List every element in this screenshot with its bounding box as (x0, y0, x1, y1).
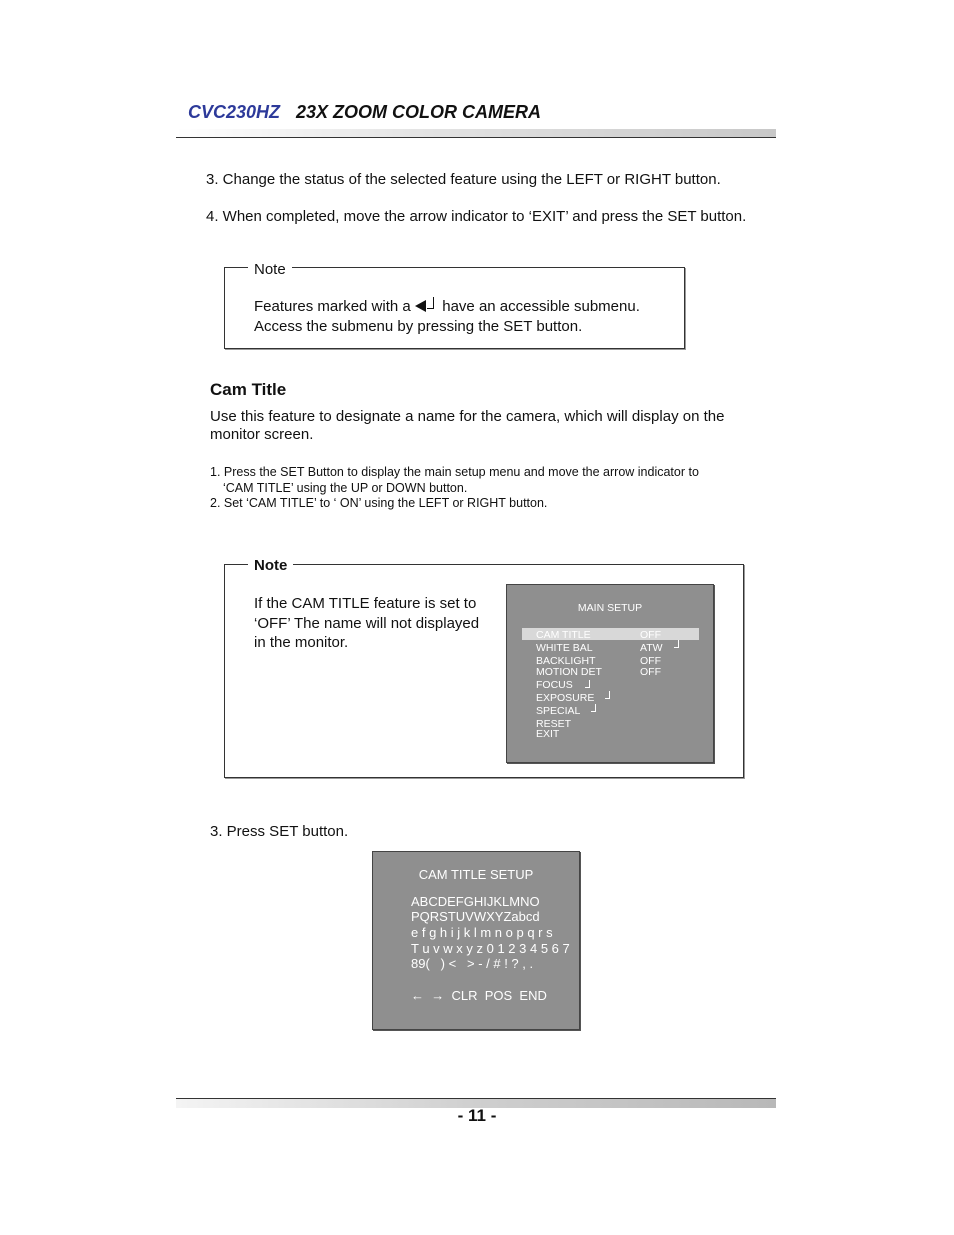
clr-control: CLR (451, 988, 478, 1003)
char-row-3: e f g h i j k l m n o p q r s (411, 925, 553, 940)
menu-item-special: SPECIAL (536, 705, 581, 717)
submenu-return-icon (674, 640, 679, 648)
section-heading-cam-title: Cam Title (210, 380, 287, 399)
cam-title-setup-title: CAM TITLE SETUP (418, 867, 534, 882)
menu-item-motion-det: MOTION DET (536, 666, 602, 678)
cam-title-desc-line2: monitor screen. (210, 426, 314, 443)
end-control: END (519, 988, 547, 1003)
note2-text (254, 594, 479, 653)
cam-title-step2: 2. Set ‘CAM TITLE’ to ‘ ON’ using the LEFT or RIGHT button. (210, 496, 548, 510)
menu-item-exposure: EXPOSURE (536, 692, 595, 704)
note2-label: Note (248, 557, 293, 575)
menu-item-cam-title: CAM TITLE (536, 629, 591, 641)
header-rule (176, 137, 776, 138)
cam-title-setup-osd (372, 851, 580, 1030)
note1-line1-post: have an accessible submenu. (442, 298, 640, 315)
step-3-text: 3. Change the status of the selected feature using the LEFT or RIGHT button. (206, 171, 721, 188)
note1-line1-pre: Features marked with a (254, 298, 411, 315)
menu-value-backlight: OFF (640, 655, 661, 667)
note-label: Note (248, 261, 292, 279)
page-number: - 11 - (457, 1106, 497, 1125)
header-model: CVC230HZ (188, 102, 281, 122)
submenu-return-icon (605, 691, 610, 699)
return-icon (427, 297, 434, 309)
menu-item-reset: RESET (536, 718, 572, 730)
left-arrow-icon: ← (411, 988, 424, 1003)
left-arrow-icon (415, 300, 426, 312)
char-row-2: PQRSTUVWXYZabcd (411, 909, 540, 924)
menu-value-motion-det: OFF (640, 666, 661, 678)
note2-line3: in the monitor. (254, 634, 349, 651)
menu-value-white-bal: ATW (640, 642, 663, 654)
main-setup-title: MAIN SETUP (577, 602, 643, 614)
header-title: 23X ZOOM COLOR CAMERA (296, 102, 542, 122)
note1-line1 (254, 297, 640, 316)
menu-item-focus: FOCUS (536, 679, 573, 691)
step-3-press-set: 3. Press SET button. (210, 823, 349, 840)
control-row (411, 988, 547, 1004)
char-row-1: ABCDEFGHIJKLMNO (411, 894, 540, 909)
note2-line1: If the CAM TITLE feature is set to (254, 595, 477, 612)
menu-value-cam-title: OFF (640, 629, 661, 641)
cam-title-step1-line1: 1. Press the SET Button to display the main setup menu and move the arrow indicator to (210, 465, 699, 479)
menu-item-white-bal: WHITE BAL (536, 642, 593, 654)
step-4-text: 4. When completed, move the arrow indicator to ‘EXIT’ and press the SET button. (206, 208, 747, 225)
note1-line2: Access the submenu by pressing the SET button. (254, 318, 583, 335)
menu-item-exit: EXIT (536, 728, 560, 740)
cam-title-desc-line1: Use this feature to designate a name for the camera, which will display on the (210, 408, 725, 425)
pos-control: POS (484, 988, 513, 1003)
char-row-5: 89( ) < > - / # ! ? , . (411, 956, 534, 971)
note2-line2: ‘OFF’ The name will not displayed (254, 614, 480, 632)
cam-title-step1-line2: ‘CAM TITLE’ using the UP or DOWN button. (223, 481, 468, 495)
main-setup-osd (506, 584, 714, 763)
menu-item-backlight: BACKLIGHT (536, 655, 596, 667)
submenu-return-icon (591, 704, 596, 712)
submenu-return-icon (585, 680, 590, 688)
char-row-4: T u v w x y z 0 1 2 3 4 5 6 7 (411, 941, 570, 956)
right-arrow-icon: → (431, 988, 445, 1003)
